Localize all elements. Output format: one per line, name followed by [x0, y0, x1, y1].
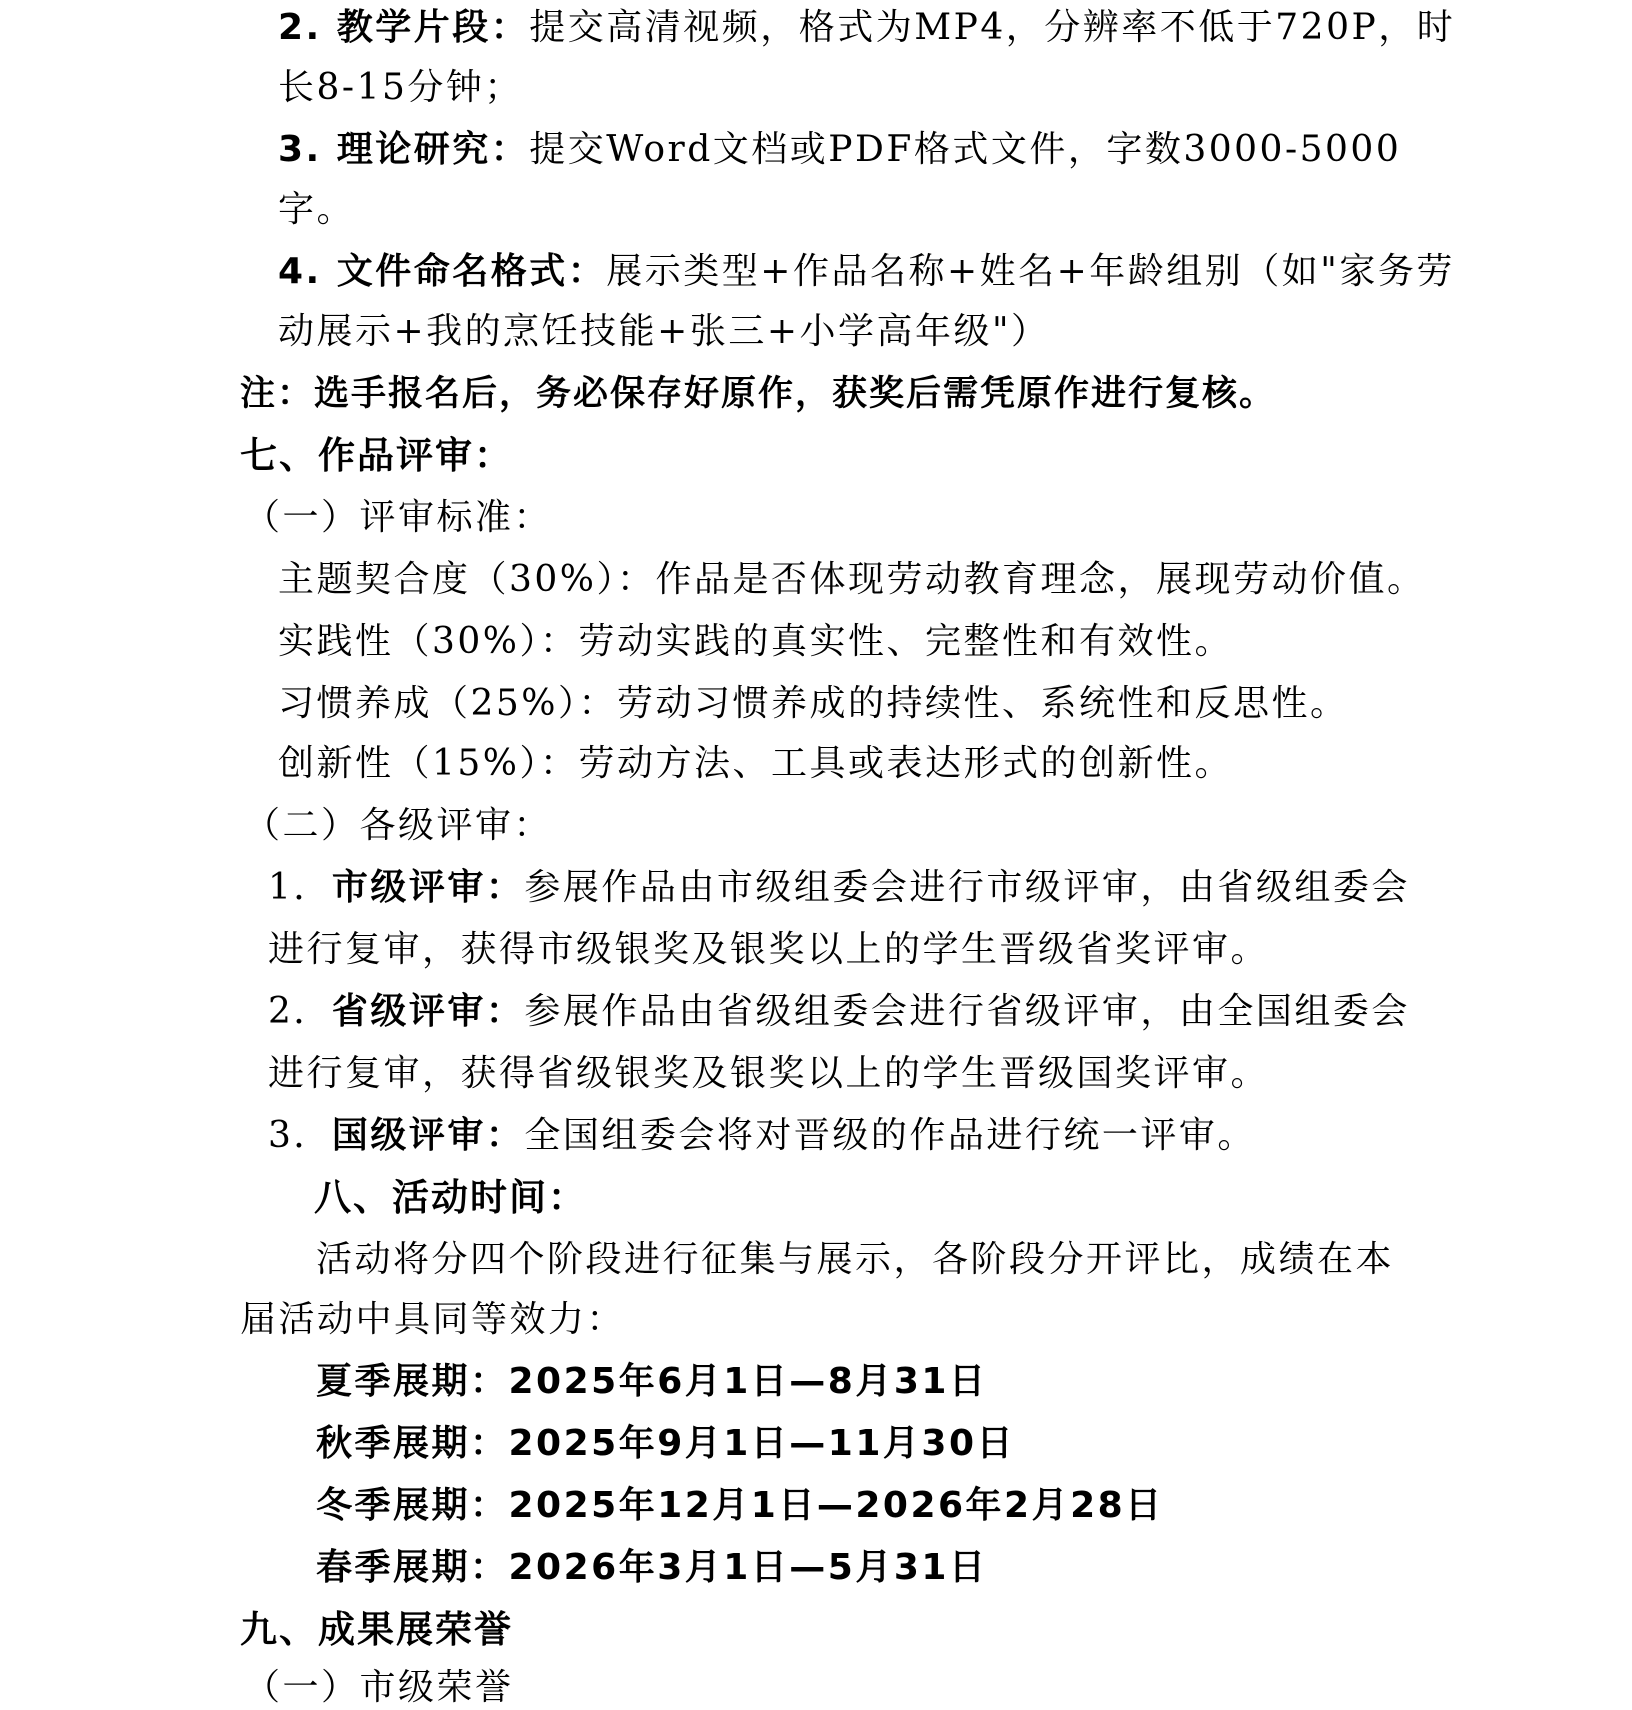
review-city: [268, 866, 1410, 910]
item-label: 教学片段：: [336, 7, 530, 48]
section-9-sub1-heading: （一）市级荣誉: [244, 1667, 514, 1708]
section-7-sub2-heading: （二）各级评审：: [244, 805, 553, 846]
item-text: 参展作品由市级组委会进行市级评审，由省级组委会: [524, 867, 1410, 908]
item-label: 理论研究：: [336, 129, 530, 170]
criteria-item: 主题契合度（30%）：作品是否体现劳动教育理念，展现劳动价值。: [278, 559, 1426, 600]
item-number: 1．: [268, 867, 332, 908]
item-label: 文件命名格式：: [336, 251, 607, 292]
item-number: 3．: [268, 1115, 332, 1156]
review-province: [268, 990, 1410, 1034]
requirement-item-4: [278, 250, 1455, 294]
item-label: 省级评审：: [331, 991, 525, 1032]
section-8-intro: 活动将分四个阶段进行征集与展示，各阶段分开评比，成绩在本: [316, 1239, 1395, 1280]
requirement-item-2-continuation: 长8-15分钟；: [278, 67, 523, 108]
criteria-item: 创新性（15%）：劳动方法、工具或表达形式的创新性。: [278, 743, 1234, 784]
item-text: 展示类型+作品名称+姓名+年龄组别（如"家务劳: [606, 251, 1455, 292]
note-text: 注：选手报名后，务必保存好原作，获奖后需凭原作进行复核。: [240, 374, 1277, 414]
period-summer: 夏季展期：2025年6月1日—8月31日: [316, 1361, 988, 1402]
item-text: 提交Word文档或PDF格式文件，字数3000-5000: [529, 129, 1402, 170]
criteria-item: 习惯养成（25%）：劳动习惯养成的持续性、系统性和反思性。: [278, 683, 1349, 724]
item-text: 参展作品由省级组委会进行省级评审，由全国组委会: [524, 991, 1410, 1032]
item-number: 4.: [278, 251, 337, 292]
requirement-item-4-continuation: 动展示+我的烹饪技能+张三+小学高年级"）: [278, 311, 1050, 352]
section-7-sub1-heading: （一）评审标准：: [244, 497, 553, 538]
section-7-heading: 七、作品评审：: [240, 434, 513, 477]
section-9-heading: 九、成果展荣誉: [240, 1608, 513, 1651]
item-number: 2．: [268, 991, 332, 1032]
item-label: 市级评审：: [331, 867, 525, 908]
section-8-intro-continuation: 届活动中具同等效力：: [240, 1299, 626, 1340]
section-8-heading: 八、活动时间：: [314, 1176, 587, 1219]
criteria-item: 实践性（30%）：劳动实践的真实性、完整性和有效性。: [278, 621, 1234, 662]
period-winter: 冬季展期：2025年12月1日—2026年2月28日: [316, 1485, 1164, 1526]
item-number: 2.: [278, 7, 337, 48]
period-spring: 春季展期：2026年3月1日—5月31日: [316, 1547, 988, 1588]
requirement-item-2: [278, 6, 1455, 50]
item-text: 提交高清视频，格式为MP4，分辨率不低于720P，时: [529, 7, 1456, 48]
requirement-item-3-continuation: 字。: [278, 189, 356, 230]
review-city-continuation: 进行复审，获得市级银奖及银奖以上的学生晋级省奖评审。: [268, 929, 1270, 970]
item-number: 3.: [278, 129, 337, 170]
item-label: 国级评审：: [331, 1115, 525, 1156]
review-national: [268, 1114, 1256, 1158]
requirement-item-3: [278, 128, 1401, 172]
period-autumn: 秋季展期：2025年9月1日—11月30日: [316, 1423, 1015, 1464]
review-province-continuation: 进行复审，获得省级银奖及银奖以上的学生晋级国奖评审。: [268, 1053, 1270, 1094]
item-text: 全国组委会将对晋级的作品进行统一评审。: [524, 1115, 1256, 1156]
